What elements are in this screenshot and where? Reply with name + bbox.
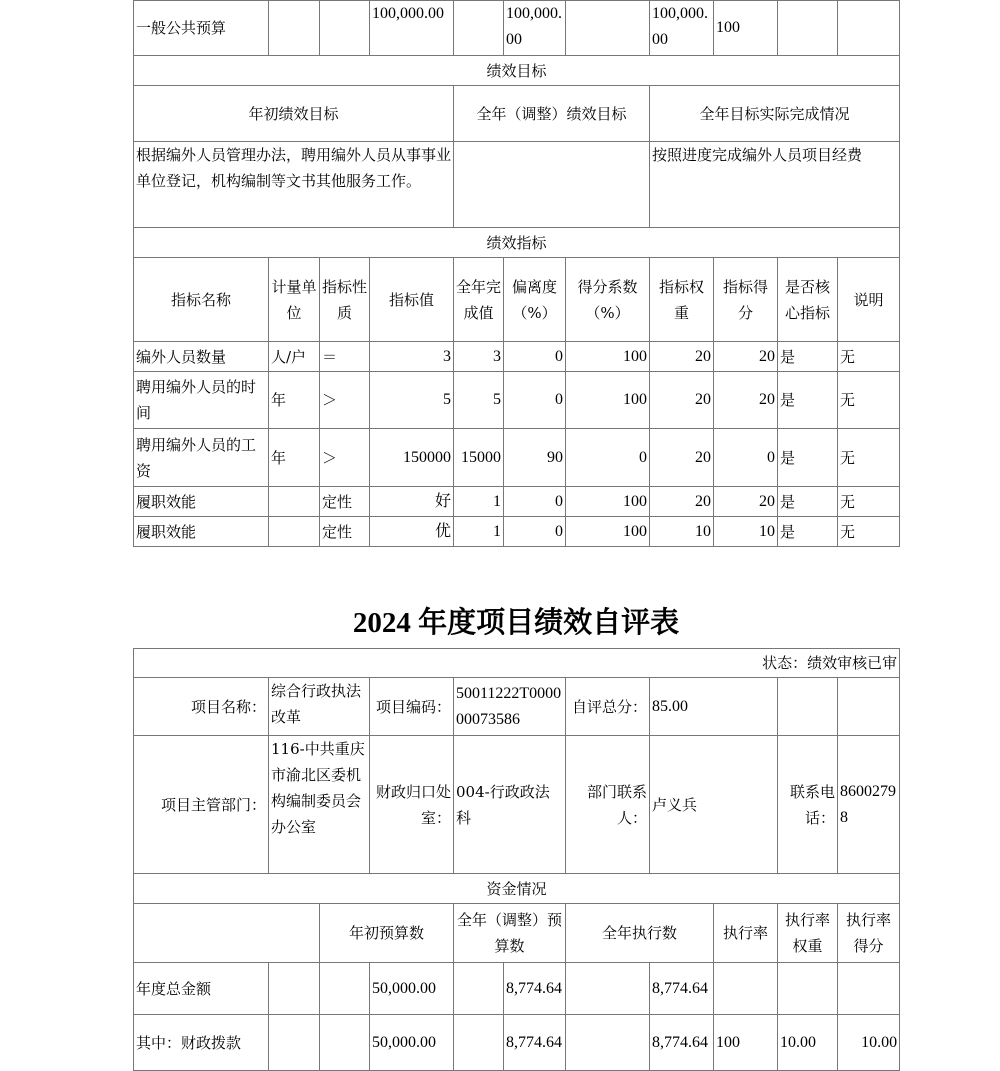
indicator-score-coefficient: 0 [566, 429, 650, 487]
indicator-weight: 20 [650, 429, 714, 487]
empty-cell [134, 904, 320, 963]
column-header: 执行率权重 [778, 904, 838, 963]
indicator-indicator-name: 聘用编外人员的工资 [134, 429, 269, 487]
project-code: 50011222T000000073586 [454, 678, 566, 736]
indicator-target-value: 优 [370, 517, 454, 547]
indicator-indicator-name: 履职效能 [134, 487, 269, 517]
indicator-target-value: 150000 [370, 429, 454, 487]
project-name-label: 项目名称： [134, 678, 269, 736]
dept-value: 116-中共重庆市渝北区委机构编制委员会办公室 [269, 736, 370, 874]
column-header: 执行率 [714, 904, 778, 963]
column-header: 得分系数（%） [566, 258, 650, 342]
funds-weight [778, 963, 838, 1015]
empty-cell [269, 963, 320, 1015]
column-header: 说明 [838, 258, 900, 342]
indicator-target-value: 好 [370, 487, 454, 517]
page-title: 2024 年度项目绩效自评表 [352, 607, 680, 639]
budget-adjusted: 100,000.00 [504, 1, 566, 56]
indicator-score-coefficient: 100 [566, 372, 650, 429]
empty-cell [566, 963, 650, 1015]
column-header: 指标性质 [320, 258, 370, 342]
budget-executed: 100,000.00 [650, 1, 714, 56]
indicator-weight: 10 [650, 517, 714, 547]
goals-actual-text: 按照进度完成编外人员项目经费 [650, 142, 900, 228]
goals-section-title: 绩效目标 [134, 56, 900, 86]
indicator-score-coefficient: 100 [566, 342, 650, 372]
project-code-label: 项目编码： [370, 678, 454, 736]
contact-label: 部门联系人： [566, 736, 650, 874]
budget-row [134, 1, 900, 56]
empty-cell [838, 1, 900, 56]
dept-label: 项目主管部门： [134, 736, 269, 874]
indicator-is-core: 是 [778, 372, 838, 429]
funds-section-title: 资金情况 [134, 874, 900, 904]
indicator-row [134, 342, 900, 372]
empty-cell [320, 1015, 370, 1071]
funds-row [134, 963, 900, 1015]
indicators-section-title: 绩效指标 [134, 228, 900, 258]
indicator-header-row [134, 258, 900, 342]
indicator-remark: 无 [838, 487, 900, 517]
column-header: 指标得分 [714, 258, 778, 342]
status-text: 状态：绩效审核已审 [134, 649, 900, 678]
indicator-remark: 无 [838, 342, 900, 372]
funds-label: 其中：财政拨款 [134, 1015, 269, 1071]
budget-label: 一般公共预算 [134, 1, 269, 56]
column-header: 指标权重 [650, 258, 714, 342]
indicator-is-core: 是 [778, 429, 838, 487]
funds-rate [714, 963, 778, 1015]
indicator-unit: 年 [269, 372, 320, 429]
budget-initial: 100,000.00 [370, 1, 454, 56]
goals-initial-text: 根据编外人员管理办法，聘用编外人员从事事业单位登记，机构编制等文书其他服务工作。 [134, 142, 454, 228]
performance-indicators-table [133, 0, 900, 547]
indicator-row [134, 517, 900, 547]
column-header: 是否核心指标 [778, 258, 838, 342]
indicator-indicator-name: 聘用编外人员的时间 [134, 372, 269, 429]
indicator-nature: 定性 [320, 517, 370, 547]
indicator-remark: 无 [838, 429, 900, 487]
empty-cell [320, 963, 370, 1015]
column-header: 全年执行数 [566, 904, 714, 963]
funds-adjusted: 8,774.64 [504, 1015, 566, 1071]
indicator-is-core: 是 [778, 487, 838, 517]
indicator-target-value: 3 [370, 342, 454, 372]
funds-adjusted: 8,774.64 [504, 963, 566, 1015]
indicator-nature: ＝ [320, 342, 370, 372]
indicator-score: 20 [714, 372, 778, 429]
contact-value: 卢义兵 [650, 736, 778, 874]
column-header: 执行率得分 [838, 904, 900, 963]
self-score: 85.00 [650, 678, 778, 736]
indicator-deviation: 90 [504, 429, 566, 487]
score-label: 自评总分： [566, 678, 650, 736]
indicator-unit: 年 [269, 429, 320, 487]
phone-label: 联系电话： [778, 736, 838, 874]
goals-header-adjusted: 全年（调整）绩效目标 [454, 86, 650, 142]
goals-header-actual: 全年目标实际完成情况 [650, 86, 900, 142]
empty-cell [454, 1015, 504, 1071]
indicator-is-core: 是 [778, 342, 838, 372]
indicator-score-coefficient: 100 [566, 517, 650, 547]
column-header: 偏离度（%） [504, 258, 566, 342]
indicator-actual-value: 15000 [454, 429, 504, 487]
column-header: 指标值 [370, 258, 454, 342]
self-evaluation-table [133, 648, 900, 1071]
indicator-weight: 20 [650, 372, 714, 429]
indicator-remark: 无 [838, 372, 900, 429]
empty-cell [566, 1015, 650, 1071]
funds-rate: 100 [714, 1015, 778, 1071]
indicator-deviation: 0 [504, 517, 566, 547]
funds-weight: 10.00 [778, 1015, 838, 1071]
empty-cell [778, 678, 838, 736]
funds-row [134, 1015, 900, 1071]
indicator-remark: 无 [838, 517, 900, 547]
indicator-score: 0 [714, 429, 778, 487]
indicator-score: 20 [714, 487, 778, 517]
indicator-row [134, 487, 900, 517]
indicator-target-value: 5 [370, 372, 454, 429]
indicator-nature: ＞ [320, 372, 370, 429]
column-header: 全年完成值 [454, 258, 504, 342]
empty-cell [838, 678, 900, 736]
budget-rate: 100 [714, 1, 778, 56]
indicator-actual-value: 1 [454, 487, 504, 517]
finance-value: 004-行政政法科 [454, 736, 566, 874]
funds-score [838, 963, 900, 1015]
indicator-actual-value: 1 [454, 517, 504, 547]
indicator-deviation: 0 [504, 372, 566, 429]
funds-initial: 50,000.00 [370, 963, 454, 1015]
indicator-weight: 20 [650, 487, 714, 517]
empty-cell [269, 1, 320, 56]
indicator-score: 10 [714, 517, 778, 547]
funds-score: 10.00 [838, 1015, 900, 1071]
column-header: 计量单位 [269, 258, 320, 342]
empty-cell [454, 1, 504, 56]
indicator-unit [269, 517, 320, 547]
empty-cell [566, 1, 650, 56]
empty-cell [269, 1015, 320, 1071]
indicator-deviation: 0 [504, 342, 566, 372]
funds-label: 年度总金额 [134, 963, 269, 1015]
phone-value: 86002798 [838, 736, 900, 874]
indicator-nature: 定性 [320, 487, 370, 517]
indicator-score-coefficient: 100 [566, 487, 650, 517]
column-header: 年初预算数 [320, 904, 454, 963]
indicator-deviation: 0 [504, 487, 566, 517]
indicator-score: 20 [714, 342, 778, 372]
indicator-weight: 20 [650, 342, 714, 372]
funds-executed: 8,774.64 [650, 963, 714, 1015]
empty-cell [778, 1, 838, 56]
empty-cell [454, 963, 504, 1015]
project-name: 综合行政执法改革 [269, 678, 370, 736]
indicator-row [134, 372, 900, 429]
indicator-unit [269, 487, 320, 517]
finance-label: 财政归口处室： [370, 736, 454, 874]
indicator-nature: ＞ [320, 429, 370, 487]
column-header: 指标名称 [134, 258, 269, 342]
goals-adjusted-text [454, 142, 650, 228]
indicator-unit: 人/户 [269, 342, 320, 372]
goals-header-initial: 年初绩效目标 [134, 86, 454, 142]
funds-initial: 50,000.00 [370, 1015, 454, 1071]
funds-executed: 8,774.64 [650, 1015, 714, 1071]
column-header: 全年（调整）预算数 [454, 904, 566, 963]
empty-cell [320, 1, 370, 56]
indicator-actual-value: 3 [454, 342, 504, 372]
indicator-indicator-name: 履职效能 [134, 517, 269, 547]
indicator-actual-value: 5 [454, 372, 504, 429]
indicator-row [134, 429, 900, 487]
indicator-is-core: 是 [778, 517, 838, 547]
indicator-indicator-name: 编外人员数量 [134, 342, 269, 372]
